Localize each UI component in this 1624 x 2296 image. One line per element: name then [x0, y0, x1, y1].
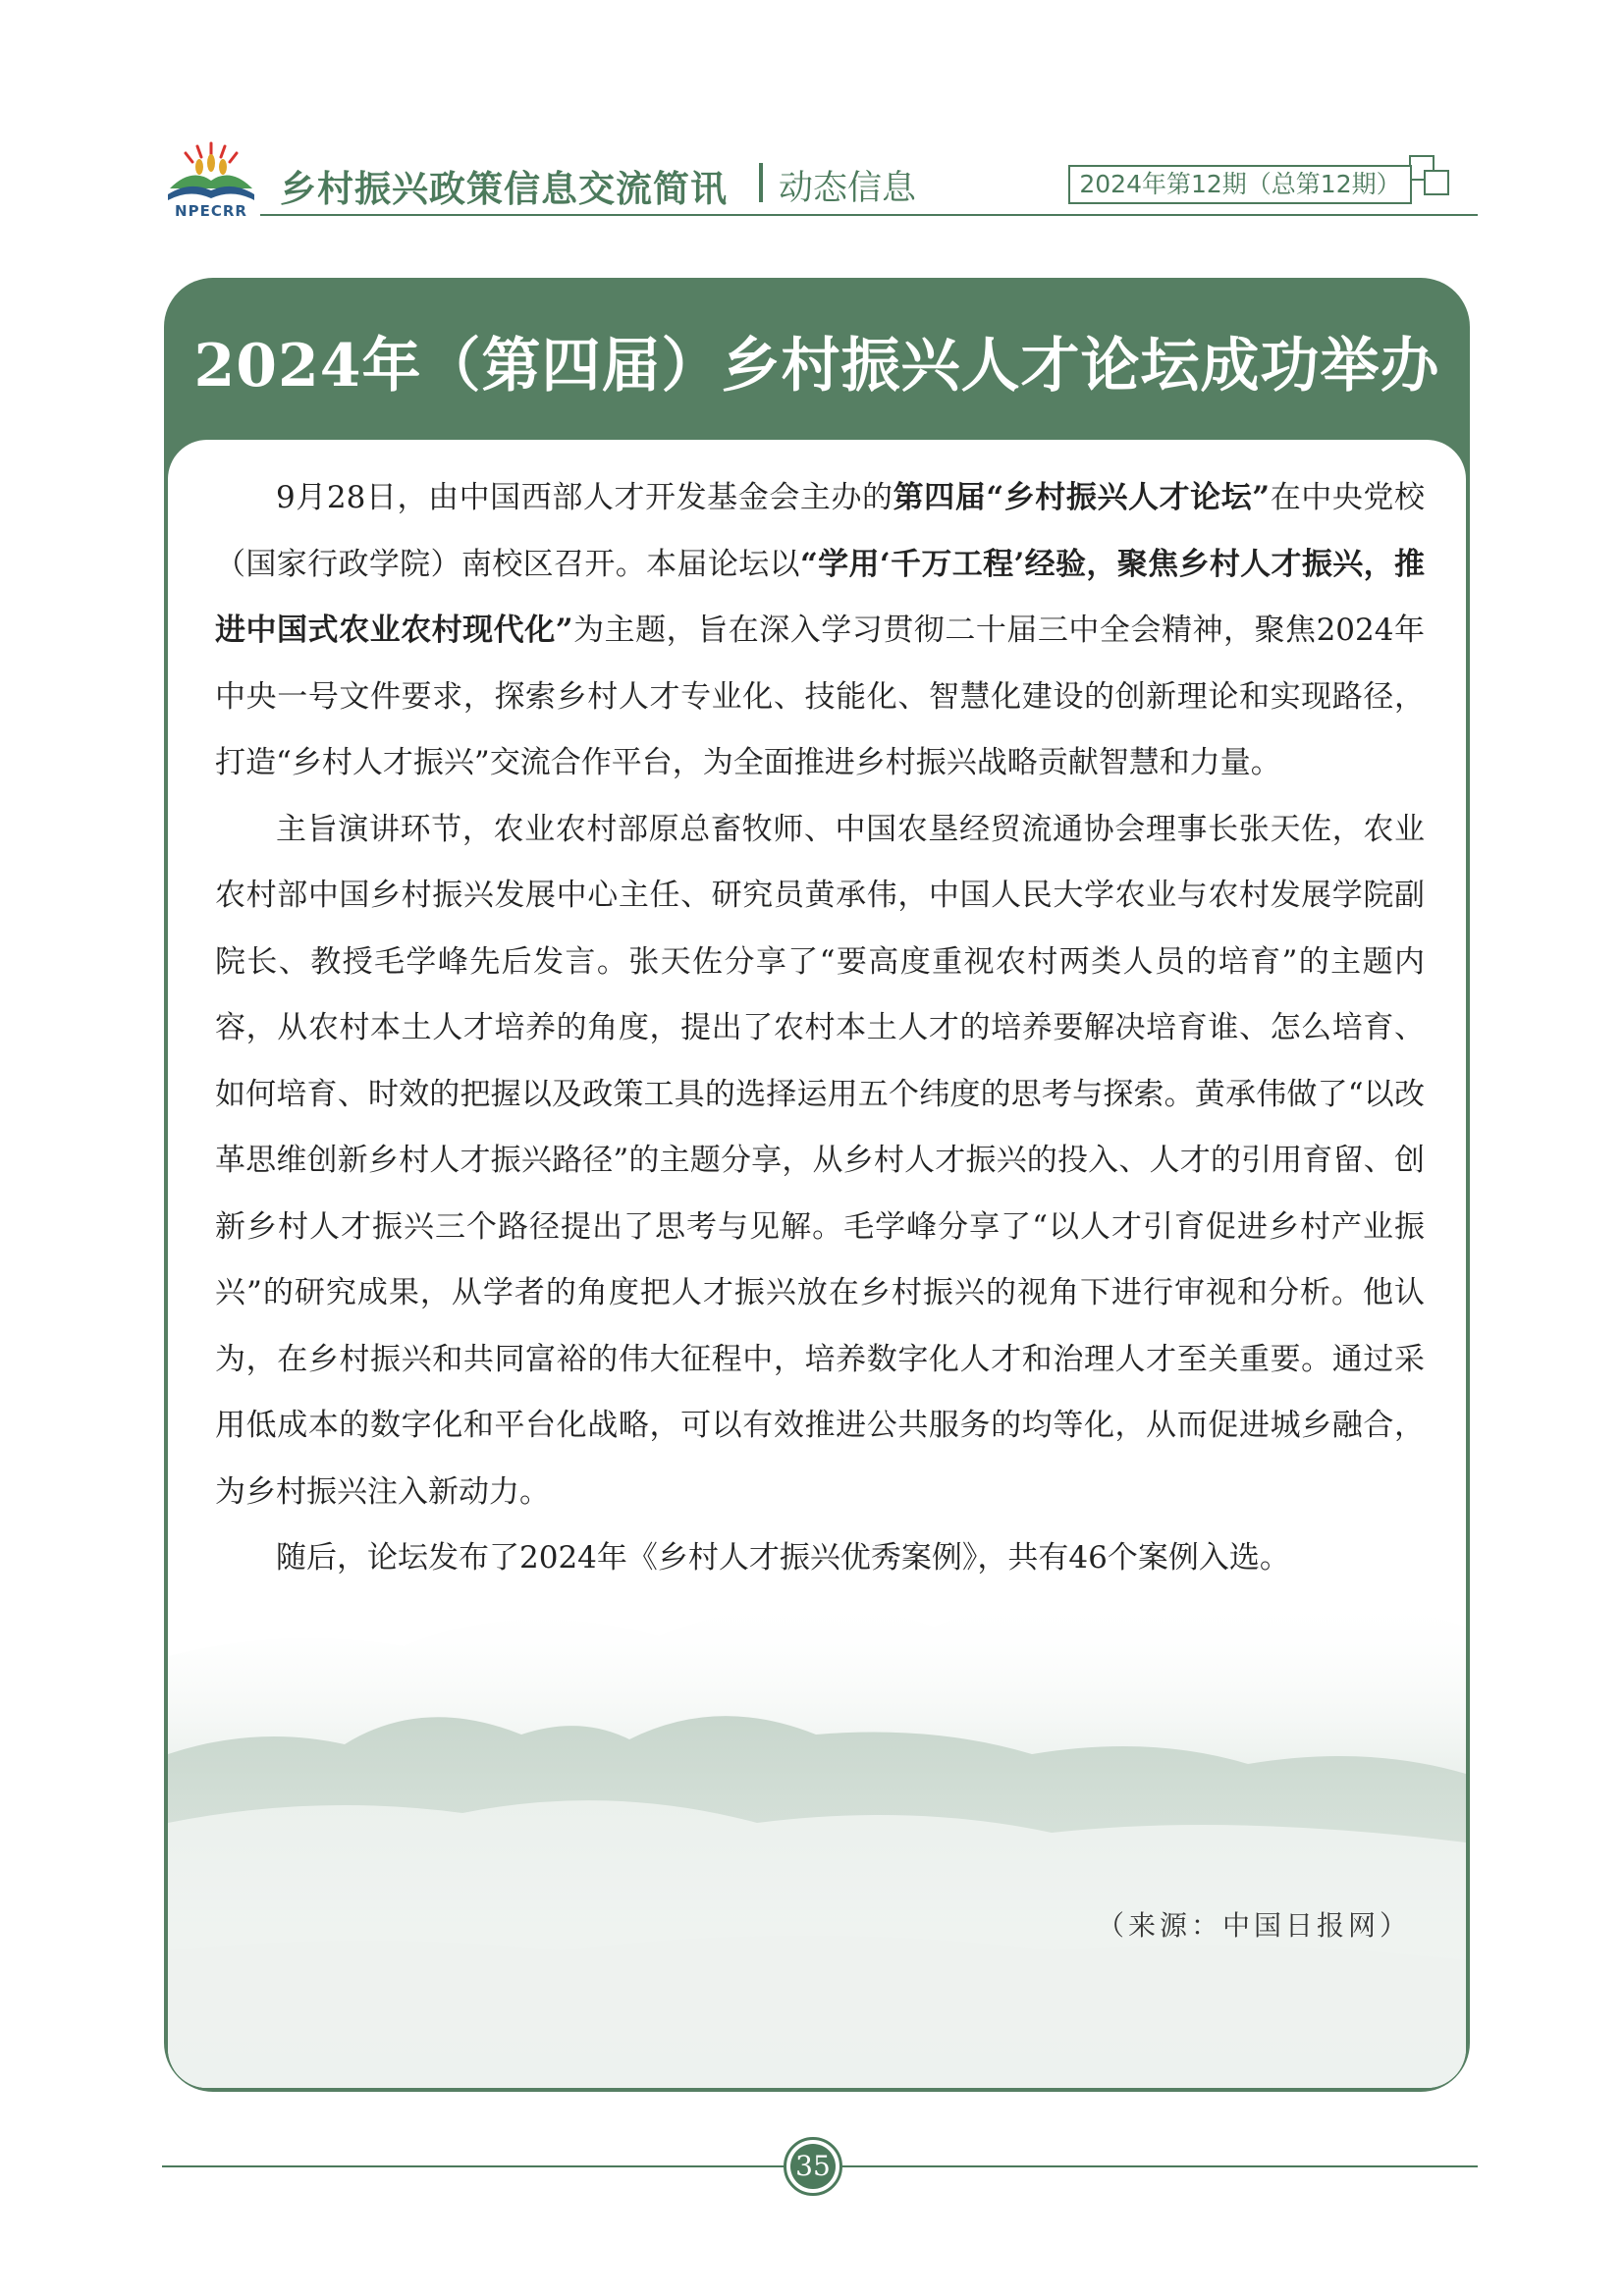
paragraph-1-text: 在中央党校（国家行政学院）南校区召开。本届论坛以 [215, 480, 1425, 582]
title-separator [759, 163, 763, 202]
logo-emblem-icon [162, 137, 260, 206]
forum-name-emphasis: 第四届“乡村振兴人才论坛” [893, 480, 1271, 515]
article-text [215, 465, 1425, 1592]
issue-corner-decoration [1424, 170, 1449, 195]
article-card [164, 278, 1470, 2092]
article-body-panel [168, 440, 1466, 2088]
paragraph-2: 主旨演讲环节，农业农村部原总畜牧师、中国农垦经贸流通协会理事长张天佐，农业农村部中国乡村振兴发展中心主任、研究员黄承伟，中国人民大学农业与农村发展学院副院长、教授毛学峰先后发言。张天佐分享了“要高度重视农村两类人员的培育”的主题内容，从农村本土人才培养的角度，提出了农村本土人才的培养要解决培育谁、怎么培育、如何培育、时效的把握以及政策工具的选择运用五个纬度的思考与探索。黄承伟做了“以改革思维创新乡村人才振兴路径”的主题分享，从乡村人才振兴的投入、人才的引用育留、创新乡村人才振兴三个路径提出了思考与见解。毛学峰分享了“以人才引育促进乡村产业振兴”的研究成果，从学者的角度把人才振兴放在乡村振兴的视角下进行审视和分析。他认为，在乡村振兴和共同富裕的伟大征程中，培养数字化人才和治理人才至关重要。通过采用低成本的数字化和平台化战略，可以有效推进公共服务的均等化，从而促进城乡融合，为乡村振兴注入新动力。 [215, 811, 1425, 1510]
section-label: 动态信息 [779, 169, 917, 208]
page-header [162, 137, 1478, 220]
issue-label: 2024年第12期（总第12期） [1068, 165, 1412, 204]
paragraph-1 [215, 465, 1425, 797]
page-number-badge [784, 2137, 842, 2196]
logo-text: NPECRR [175, 202, 247, 220]
paragraph-3: 随后，论坛发布了2024年《乡村人才振兴优秀案例》，共有46个案例入选。 [276, 1540, 1290, 1575]
article-source: （来源：中国日报网） [1096, 1909, 1411, 1942]
header-divider [260, 214, 1478, 216]
npecrr-logo [162, 137, 260, 221]
publication-title: 乡村振兴政策信息交流简讯 [280, 168, 728, 210]
page-number: 35 [790, 2144, 836, 2189]
paragraph-1-text: 9月28日，由中国西部人才开发基金会主办的 [276, 480, 893, 515]
article-title: 2024年（第四届）乡村振兴人才论坛成功举办 [193, 332, 1440, 400]
forum-theme-emphasis: “学用‘千万工程’经验，聚焦乡村人才振兴，推进中国式农业农村现代化” [215, 546, 1426, 648]
paragraph-1-text: 为主题，旨在深入学习贯彻二十届三中全会精神，聚焦2024年中央一号文件要求，探索乡村人才专业化、技能化、智慧化建设的创新理论和实现路径，打造“乡村人才振兴”交流合作平台，为全面推进乡村振兴战略贡献智慧和力量。 [215, 613, 1425, 780]
